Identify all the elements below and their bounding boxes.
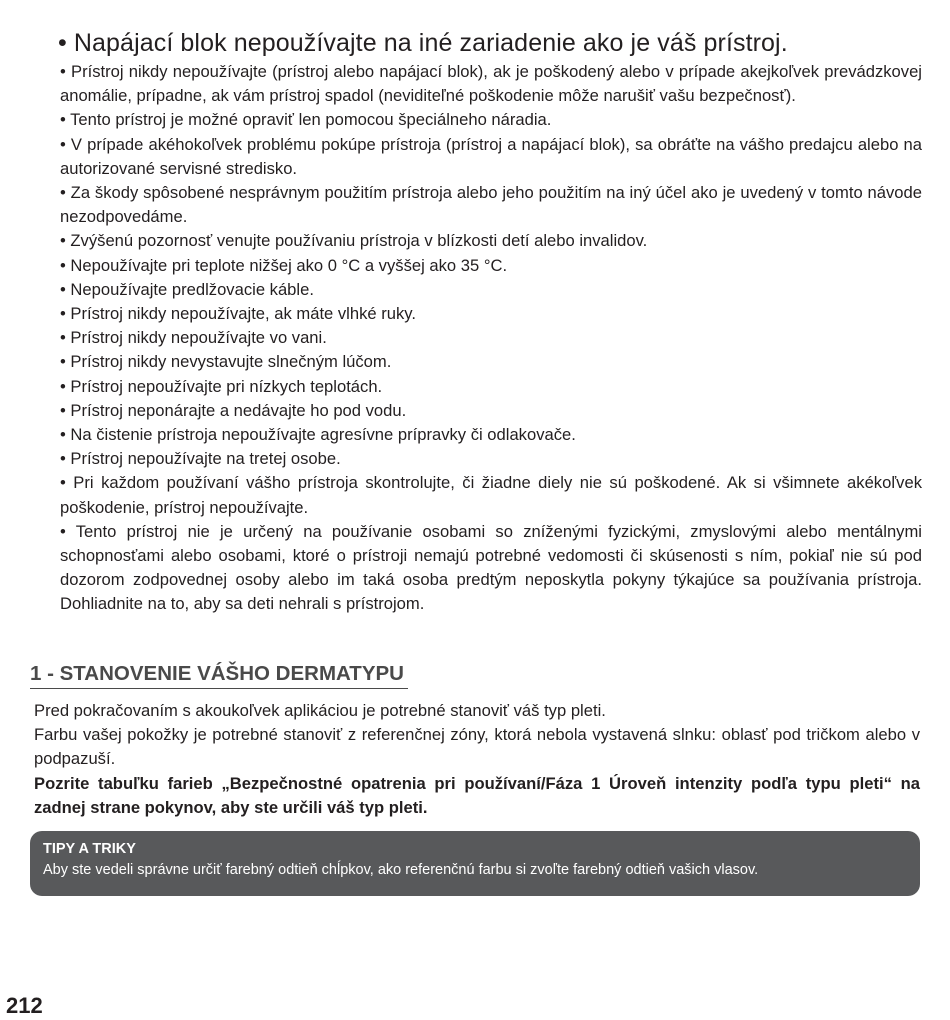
safety-bullet: • Tento prístroj nie je určený na používanie osobami so zníženými fyzickými, zmyslovými alebo mentálnymi schopnosťami alebo osobami, ktoré o prístroji nemajú potrebné vedomosti či skúsenosti s ním, pokiaľ nie sú pod dozorom zodpovednej osoby alebo im taká osoba predtým neposkytla pokyny týkajúce sa používania prístroja. Dohliadnite na to, aby sa deti nehrali s prístrojom. <box>60 521 922 614</box>
tips-title: TIPY A TRIKY <box>43 841 136 857</box>
safety-bullet: • Nepoužívajte predlžovacie káble. <box>60 279 314 299</box>
safety-bullet: • Tento prístroj je možné opraviť len pomocou špeciálneho náradia. <box>60 110 552 130</box>
safety-bullet: • Prístroj nikdy nepoužívajte vo vani. <box>60 328 327 348</box>
safety-lead-bullet: • Napájací blok nepoužívajte na iné zariadenie ako je váš prístroj. <box>58 29 788 57</box>
safety-instructions <box>60 26 922 617</box>
safety-bullet: • Nepoužívajte pri teplote nižšej ako 0 °C a vyššej ako 35 °C. <box>60 255 508 275</box>
safety-bullet-list <box>60 60 922 617</box>
section-paragraph: Pred pokračovaním s akoukoľvek aplikáciou je potrebné stanoviť váš typ pleti. <box>34 701 606 720</box>
safety-bullet: • V prípade akéhokoľvek problému pokúpe prístroja (prístroj a napájací blok), sa obráťte na vášho predajcu alebo na autorizované servisné stredisko. <box>60 134 922 178</box>
section-bold-paragraph: Pozrite tabuľku farieb „Bezpečnostné opatrenia pri používaní/Fáza 1 Úroveň intenzity podľa typu pleti“ na zadnej strane pokynov, aby ste určili váš typ pleti. <box>34 773 920 817</box>
safety-bullet: • Zvýšenú pozornosť venujte používaniu prístroja v blízkosti detí alebo invalidov. <box>60 231 648 251</box>
safety-bullet: • Pri každom používaní vášho prístroja skontrolujte, či žiadne diely nie sú poškodené. Ak si všimnete akékoľvek poškodenie, prístroj nepoužívajte. <box>60 473 922 517</box>
safety-bullet: • Prístroj neponárajte a nedávajte ho pod vodu. <box>60 400 407 420</box>
safety-bullet: • Na čistenie prístroja nepoužívajte agresívne prípravky či odlakovače. <box>60 425 576 445</box>
safety-bullet: • Prístroj nikdy nepoužívajte, ak máte vlhké ruky. <box>60 304 416 324</box>
tips-text: Aby ste vedeli správne určiť farebný odtieň chĺpkov, ako referenčnú farbu si zvoľte farebný odtieň vašich vlasov. <box>43 862 759 878</box>
page-number: 212 <box>6 993 43 1018</box>
safety-bullet: • Prístroj nikdy nepoužívajte (prístroj alebo napájací blok), ak je poškodený alebo v prípade akejkoľvek prevádzkovej anomálie, prípadne, ak vám prístroj spadol (neviditeľné poškodenie môže narušiť vašu bezpečnosť). <box>60 62 922 106</box>
tips-box <box>30 831 920 896</box>
safety-bullet: • Prístroj nepoužívajte pri nízkych teplotách. <box>60 376 383 396</box>
section-paragraph: Farbu vašej pokožky je potrebné stanoviť z referenčnej zóny, ktorá nebola vystavená slnku: oblasť pod tričkom alebo v podpazuší. <box>34 725 920 769</box>
section-body <box>34 699 920 820</box>
safety-bullet: • Prístroj nikdy nevystavujte slnečným lúčom. <box>60 352 392 372</box>
safety-bullet: • Prístroj nepoužívajte na tretej osobe. <box>60 449 341 469</box>
section-heading: 1 - STANOVENIE VÁŠHO DERMATYPU <box>30 660 408 689</box>
safety-bullet: • Za škody spôsobené nesprávnym použitím prístroja alebo jeho použitím na iný účel ako je uvedený v tomto návode nezodpovedáme. <box>60 183 922 227</box>
